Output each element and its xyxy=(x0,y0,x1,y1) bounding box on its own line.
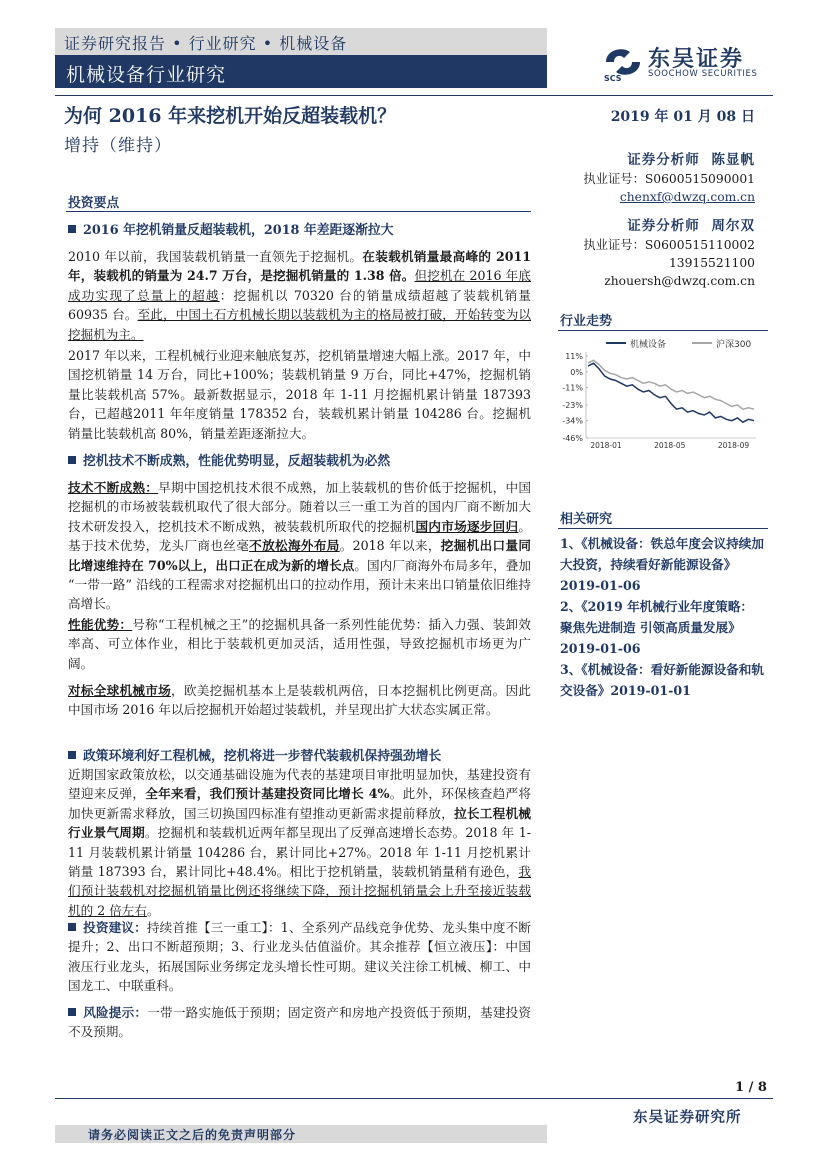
paragraph-4: 性能优势：号称“工程机械之王”的挖掘机具备一系列性能优势：插入力强、装卸效率高、可立体作业，相比于装载机更加灵活，适用性强，导致挖掘机市场更为广阔。 xyxy=(68,617,531,671)
bullet-square-icon xyxy=(68,1008,76,1016)
related-item[interactable]: 3、《机械设备：看好新能源设备和轨交设备》2019-01-01 xyxy=(560,662,764,698)
page-number: 1 / 8 xyxy=(735,1080,767,1095)
footer-disclaimer: 请务必阅读正文之后的免责声明部分 xyxy=(88,1128,297,1142)
breadcrumb: 证券研究报告 • 行业研究 • 机械设备 xyxy=(64,34,348,53)
highlights-rule xyxy=(66,211,531,212)
related-rule xyxy=(558,528,768,529)
paragraph-8: 风险提示：一带一路实施低于预期；固定资产和房地产投资低于预期，基建投资不及预期。 xyxy=(68,1005,532,1040)
analyst-email: zhouersh@dwzq.com.cn xyxy=(604,274,755,288)
y-tick-label: -34% xyxy=(562,416,583,426)
related-heading: 相关研究 xyxy=(560,512,613,527)
series-line xyxy=(588,360,754,409)
trend-chart xyxy=(556,334,768,456)
y-tick-label: -46% xyxy=(562,434,583,443)
logo-mark-icon xyxy=(600,42,646,82)
related-list xyxy=(560,533,765,701)
company-logo xyxy=(600,42,646,86)
header-rule xyxy=(55,95,773,96)
analyst-block-1 xyxy=(560,150,755,206)
highlights-heading: 投资要点 xyxy=(68,196,120,211)
paragraph-1: 2010 年以前，我国装载机销量一直领先于挖掘机。在装载机销量最高峰的 2011 年，装载机的销量为 24.7 万台，是挖掘机销量的 1.38 倍。但挖机在 2016 年底成功实现了总量上的超越：挖掘机以 70320 台的销量成绩超越了装载机销量 60935 台。至此，中国土石方机械长期以装载机为主的格局被打破，开始转变为以挖掘机为主。 xyxy=(68,249,531,342)
analyst-role: 证券分析师 xyxy=(627,152,700,168)
x-tick-label: 2018-01 xyxy=(590,441,622,450)
paragraph-6: 近期国家政策放松，以交通基础设施为代表的基建项目审批明显加快，基建投资有望迎来反弹，全年来看，我们预计基建投资同比增长 4%。此外，环保核查趋严将加快更新需求释放，国三切换国四标准有望推动更新需求提前释放，拉长工程机械行业景气周期。挖掘机和装载机近两年都呈现出了反弹高速增长态势。2018 年 1-11 月装载机累计销量 104286 台，累计同比+27%。2018 年 1-11 月挖机累计销量 187393 台，累计同比+48.4%。相比于挖机销量，装载机销量稍有逊色，我们预计装载机对挖掘机销量比例还将继续下降，预计挖掘机销量会上升至接近装载机的 2 倍左右。 xyxy=(68,767,532,918)
legend-label: 沪深300 xyxy=(716,340,752,350)
report-title: 为何 2016 年来挖机开始反超装载机？ xyxy=(64,105,397,127)
bullet-square-icon xyxy=(68,751,76,759)
bullet-square-icon xyxy=(68,225,76,233)
footer-org: 东吴证券研究所 xyxy=(633,1109,742,1126)
analyst-name: 周尔双 xyxy=(711,218,755,234)
y-tick-label: -23% xyxy=(562,400,583,410)
related-item[interactable]: 1、《机械设备：铁总年度会议持续加大投资，持续看好新能源设备》2019-01-06 xyxy=(560,536,764,593)
trend-heading: 行业走势 xyxy=(560,314,613,329)
logo-text-cn: 东吴证券 xyxy=(648,47,745,72)
series-line xyxy=(588,363,754,422)
related-item[interactable]: 2、《2019 年机械行业年度策略：聚焦先进制造 引领高质量发展》2019-01-06 xyxy=(560,599,754,656)
section-title: 机械设备行业研究 xyxy=(66,64,227,86)
paragraph-5: 对标全球机械市场，欧美挖掘机基本上是装载机两倍，日本挖掘机比例更高。因此中国市场 2016 年以后挖掘机开始超过装载机，并呈现出扩大状态实属正常。 xyxy=(68,683,532,718)
analyst-block-2 xyxy=(560,216,755,290)
trend-rule xyxy=(558,330,768,331)
analyst-email-link[interactable]: chenxf@dwzq.com.cn xyxy=(619,190,755,204)
analyst-role: 证券分析师 xyxy=(627,218,700,234)
rating: 增持（维持） xyxy=(64,136,172,156)
x-tick-label: 2018-09 xyxy=(717,441,750,450)
analyst-license: 执业证号：S0600515110002 xyxy=(583,238,755,252)
analyst-name: 陈显帆 xyxy=(711,152,755,168)
paragraph-3: 技术不断成熟：早期中国挖机技术很不成熟，加上装载机的售价低于挖掘机，中国挖掘机的市场被装载机取代了很大部分。随着以三一重工为首的国内厂商不断加大技术研发投入，挖机技术不断成熟，被装载机所取代的挖掘机国内市场逐步回归。基于技术优势，龙头厂商也丝毫不放松海外布局。2018 年以来，挖掘机出口量同比增速维持在 70%以上，出口正在成为新的增长点。国内厂商海外布局多年，叠加 “一带一路” 沿线的工程需求对挖掘机出口的拉动作用，预计未来出口销量依旧维持高增长。 xyxy=(68,480,532,612)
section-heading-2: 挖机技术不断成熟，性能优势明显，反超装载机为必然 xyxy=(68,450,390,469)
x-tick-label: 2018-05 xyxy=(654,441,686,450)
y-tick-label: 11% xyxy=(565,352,583,361)
paragraph-7: 投资建议：持续首推【三一重工】：1、全系列产品线竞争优势、龙头集中度不断提升；2、出口不断超预期；3、行业龙头估值溢价。其余推荐【恒立液压】：中国液压行业龙头，拓展国际业务绑定龙头增长性可期。建议关注徐工机械、柳工、中国龙工、中联重科。 xyxy=(68,920,531,994)
section-heading-3: 政策环境利好工程机械，挖机将进一步替代装载机保持强劲增长 xyxy=(68,745,441,764)
section-heading-1: 2016 年挖机销量反超装载机，2018 年差距逐渐拉大 xyxy=(68,219,394,238)
report-date: 2019 年 01 月 08 日 xyxy=(610,109,755,125)
analyst-phone: 13915521100 xyxy=(668,256,755,270)
y-tick-label: 0% xyxy=(570,367,583,377)
y-tick-label: -11% xyxy=(562,383,583,393)
legend-label: 机械设备 xyxy=(630,340,667,350)
paragraph-2: 2017 年以来，工程机械行业迎来触底复苏，挖机销量增速大幅上涨。2017 年，中国挖机销量 14 万台，同比+100%；装载机销量 9 万台，同比+47%，挖掘机销量比装载机高 57%。最新数据显示，2018 年 1-11 月挖掘机累计销量 187393 台，已超越2011 年年度销量 178352 台，装载机累计销量 104286 台。挖掘机销量比装载机高 80%，销量差距逐渐拉大。 xyxy=(68,348,531,441)
logo-text-en: SOOCHOW SECURITIES xyxy=(648,69,758,79)
analyst-license: 执业证号：S0600515090001 xyxy=(583,172,755,186)
bullet-square-icon xyxy=(68,456,76,464)
bullet-square-icon xyxy=(68,923,76,931)
footer-rule xyxy=(55,1098,773,1099)
logo-mark-text: SCS xyxy=(604,74,622,82)
